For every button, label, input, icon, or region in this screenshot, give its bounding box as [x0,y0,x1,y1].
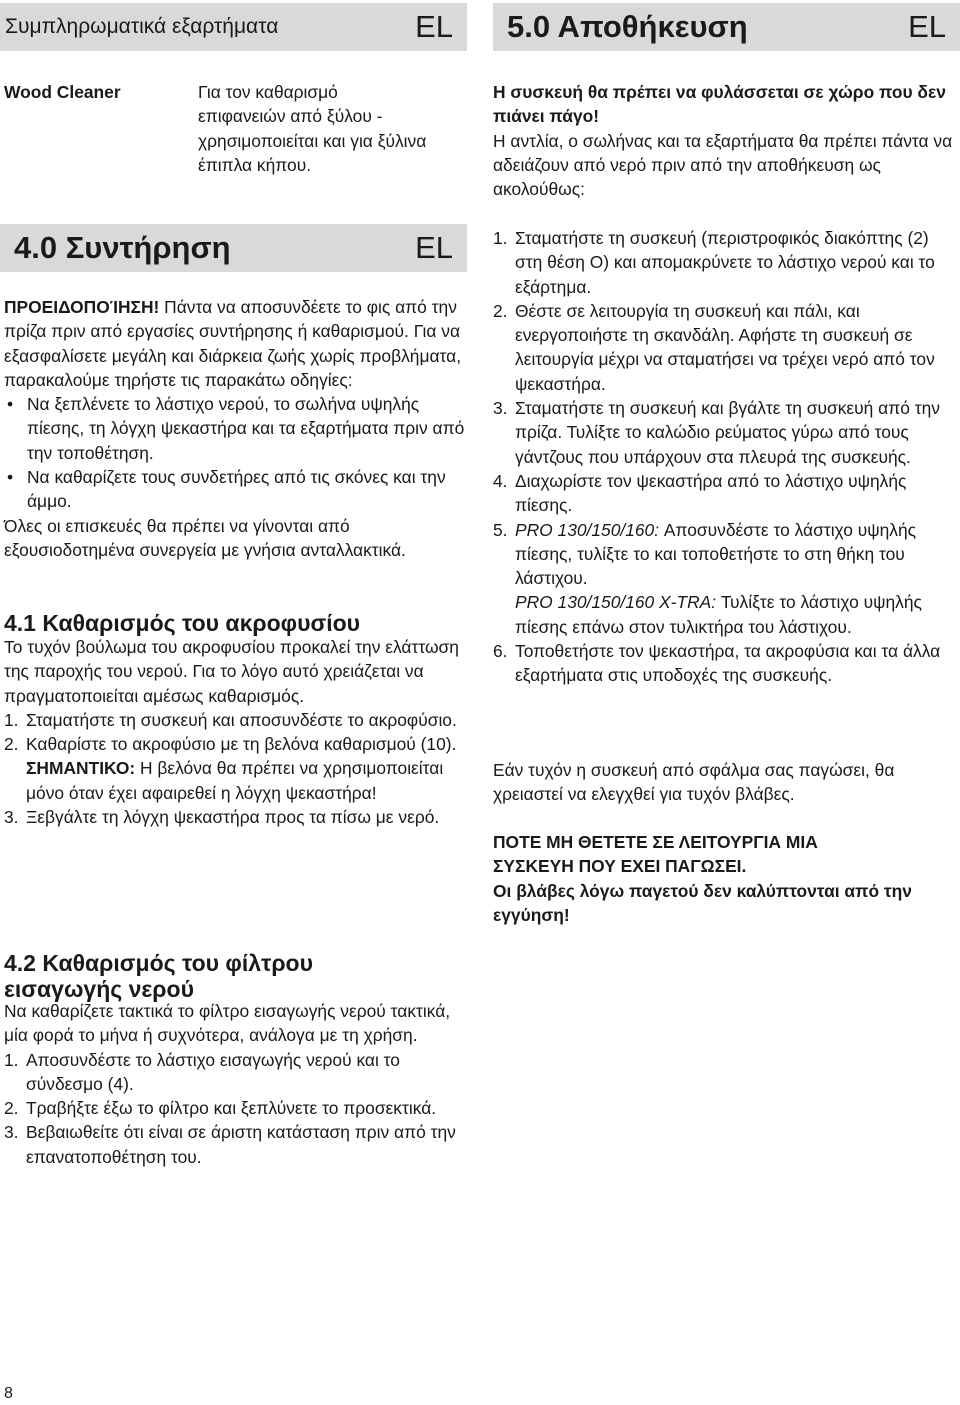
accessory-desc-line: Για τον καθαρισμό [198,82,338,102]
nozzle-step [4,732,466,805]
storage-body [493,80,959,201]
accessory-desc-line: έπιπλα κήπου. [198,154,312,175]
accessory-desc-line: επιφανειών από ξύλου - [198,106,383,127]
step-text: Σταματήστε τη συσκευή και βγάλτε τη συσκευή από την πρίζα. Τυλίξτε το καλώδιο ρεύματος γύρω από τους γάντζους που υπάρχουν στα πλευρά της συσκευής. [515,398,940,467]
warning-label: ΠΡΟΕΙΔΟΠΟΊΗΣΗ! [4,297,160,317]
nozzle-intro: Το τυχόν βούλωμα του ακροφυσίου προκαλεί την ελάττωση της παροχής του νερού. Για το λόγο αυτό χρειάζεται να πραγματοποιείται αμέσως καθαρισμός. [4,637,459,706]
step-text: Η βελόνα θα πρέπει να χρησιμοποιείται μόνο όταν έχει αφαιρεθεί η λόγχη ψεκαστήρα! [26,758,444,803]
storage-step [493,226,959,299]
step-number: 3. [4,1122,19,1143]
frozen-note: Εάν τυχόν η συσκευή από σφάλμα σας παγώσει, θα χρειαστεί να ελεγχθεί για τυχόν βλάβες. [493,760,895,805]
storage-header [493,3,960,51]
storage-intro: Η αντλία, ο σωλήνας και τα εξαρτήματα θα πρέπει πάντα να αδειάζουν από νερό πριν από την αποθήκευση ως ακολούθως: [493,130,953,200]
nozzle-body [4,635,466,829]
maintenance-bullet: • Να ξεπλένετε το λάστιχο νερού, το σωλήνα υψηλής πίεσης, τη λόγχη ψεκαστήρα και τα εξαρτήματα πριν από την τοποθέτηση. [4,392,466,465]
accessories-lang: EL [415,9,453,44]
storage-steps [493,226,959,688]
nozzle-step [4,708,466,732]
maintenance-closing: Όλες οι επισκευές θα πρέπει να γίνονται από εξουσιοδοτημένα συνεργεία με γνήσια ανταλλακτικά. [4,515,406,560]
step-number: 6. [493,641,508,662]
never-line: ΣΥΣΚΕΥΗ ΠΟΥ ΕΧΕΙ ΠΑΓΩΣΕΙ. [493,856,747,877]
warranty-note: Οι βλάβες λόγω παγετού δεν καλύπτονται από την εγγύηση! [493,880,912,925]
step-number: 3. [4,807,19,828]
storage-step [493,639,959,688]
filter-heading-line: 4.2 Καθαρισμός του φίλτρου [4,950,313,976]
accessory-desc-line: χρησιμοποιείται και για ξύλινα [198,130,427,151]
accessories-header [0,3,467,51]
nozzle-step [4,805,466,829]
accessories-title: Συμπληρωματικά εξαρτήματα [5,15,279,38]
maintenance-lang: EL [415,230,453,265]
step-text: Αποσυνδέστε το λάστιχο υψηλής πίεσης, τυλίξτε το και τοποθετήστε το στη θήκη του λάστιχου. [515,519,917,589]
step-number: 3. [493,398,508,419]
step-number: 5. [493,519,508,540]
warning-text: Πάντα να αποσυνδέετε το φις από την πρίζα πριν από εργασίες συντήρησης ή καθαρισμού. Για να εξασφαλίσετε μεγάλη και διάρκεια ζωής χωρίς προβλήματα, παρακαλούμε τηρήστε τις παρακάτω οδηγίες: [4,297,462,390]
step-number: 1. [4,709,19,730]
step-text: Αποσυνδέστε το λάστιχο εισαγωγής νερού και το σύνδεσμο (4). [26,1049,400,1094]
maintenance-bullet: • Να καθαρίζετε τους συνδετήρες από τις σκόνες και την άμμο. [4,465,466,514]
step-text: Ξεβγάλτε τη λόγχη ψεκαστήρα προς τα πίσω με νερό. [26,807,440,828]
filter-step [4,1096,466,1120]
storage-step [493,299,959,396]
step-text: Σταματήστε τη συσκευή (περιστροφικός διακόπτης (2) στη θέση O) και απομακρύνετε το λάστιχο νερού και το εξάρτημα. [515,228,935,297]
accessory-name: Wood Cleaner [4,82,121,102]
step-number: 2. [493,300,508,321]
filter-heading [4,950,313,1002]
accessory-desc [198,80,478,177]
step-text: Καθαρίστε το ακροφύσιο με τη βελόνα καθαρισμού (10). [26,734,457,755]
nozzle-heading: 4.1 Καθαρισμός του ακροφυσίου [4,610,361,636]
step-text: Τοποθετήστε τον ψεκαστήρα, τα ακροφύσια και τα άλλα εξαρτήματα στις υποδοχές της συσκευής. [515,641,941,686]
step-text: Διαχωρίστε τον ψεκαστήρα από το λάστιχο υψηλής πίεσης. [515,470,907,516]
step-number: 1. [4,1049,19,1070]
filter-body [4,999,466,1169]
maintenance-warning [4,295,466,392]
storage-step [493,396,959,469]
never-warning [493,830,959,927]
step-text: Θέστε σε λειτουργία τη συσκευή και πάλι, και ενεργοποιήστε τη σκανδάλη. Αφήστε τη συσκευή σε λειτουργία μέχρι να σταματήσει να τρέχει νερό από τον ψεκαστήρα. [515,300,935,394]
step-text: Βεβαιωθείτε ότι είναι σε άριστη κατάσταση πριν από την επανατοποθέτηση του. [26,1122,456,1167]
filter-step [4,1120,466,1169]
storage-step [493,518,959,591]
step-text: Τραβήξτε έξω το φίλτρο και ξεπλύνετε το προσεκτικά. [26,1098,437,1119]
storage-lang: EL [908,9,946,44]
step-text: Τυλίξτε το λάστιχο υψηλής πίεσης επάνω στον τυλικτήρα του λάστιχου. [515,592,922,637]
storage-step-cont [493,590,959,639]
filter-heading-line: εισαγωγής νερού [4,976,194,1002]
model-label: PRO 130/150/160: [515,519,660,540]
frost-warning: Η συσκευή θα πρέπει να φυλάσσεται σε χώρο που δεν πιάνει πάγο! [493,82,946,127]
step-number: 2. [4,1098,19,1119]
step-number: 4. [493,470,508,491]
maintenance-header [0,224,467,272]
step-number: 2. [4,734,19,755]
maintenance-body [4,295,466,562]
model-label: PRO 130/150/160 X-TRA: [515,592,717,613]
step-number: 1. [493,228,508,248]
filter-step [4,1048,466,1097]
filter-intro: Να καθαρίζετε τακτικά το φίλτρο εισαγωγής νερού τακτικά, μία φορά το μήνα ή συχνότερα, ανάλογα με τη χρήση. [4,1001,451,1046]
maintenance-title: 4.0 Συντήρηση [14,230,231,265]
important-label: ΣΗΜΑΝΤΙΚΟ: [26,758,136,779]
page-number: 8 [4,1385,13,1402]
storage-title: 5.0 Αποθήκευση [507,9,748,44]
never-line: ΠΟΤΕ ΜΗ ΘΕΤΕΤΕ ΣΕ ΛΕΙΤΟΥΡΓΙΑ ΜΙΑ [493,832,818,852]
step-text: Σταματήστε τη συσκευή και αποσυνδέστε το ακροφύσιο. [26,709,457,730]
storage-step [493,469,959,518]
